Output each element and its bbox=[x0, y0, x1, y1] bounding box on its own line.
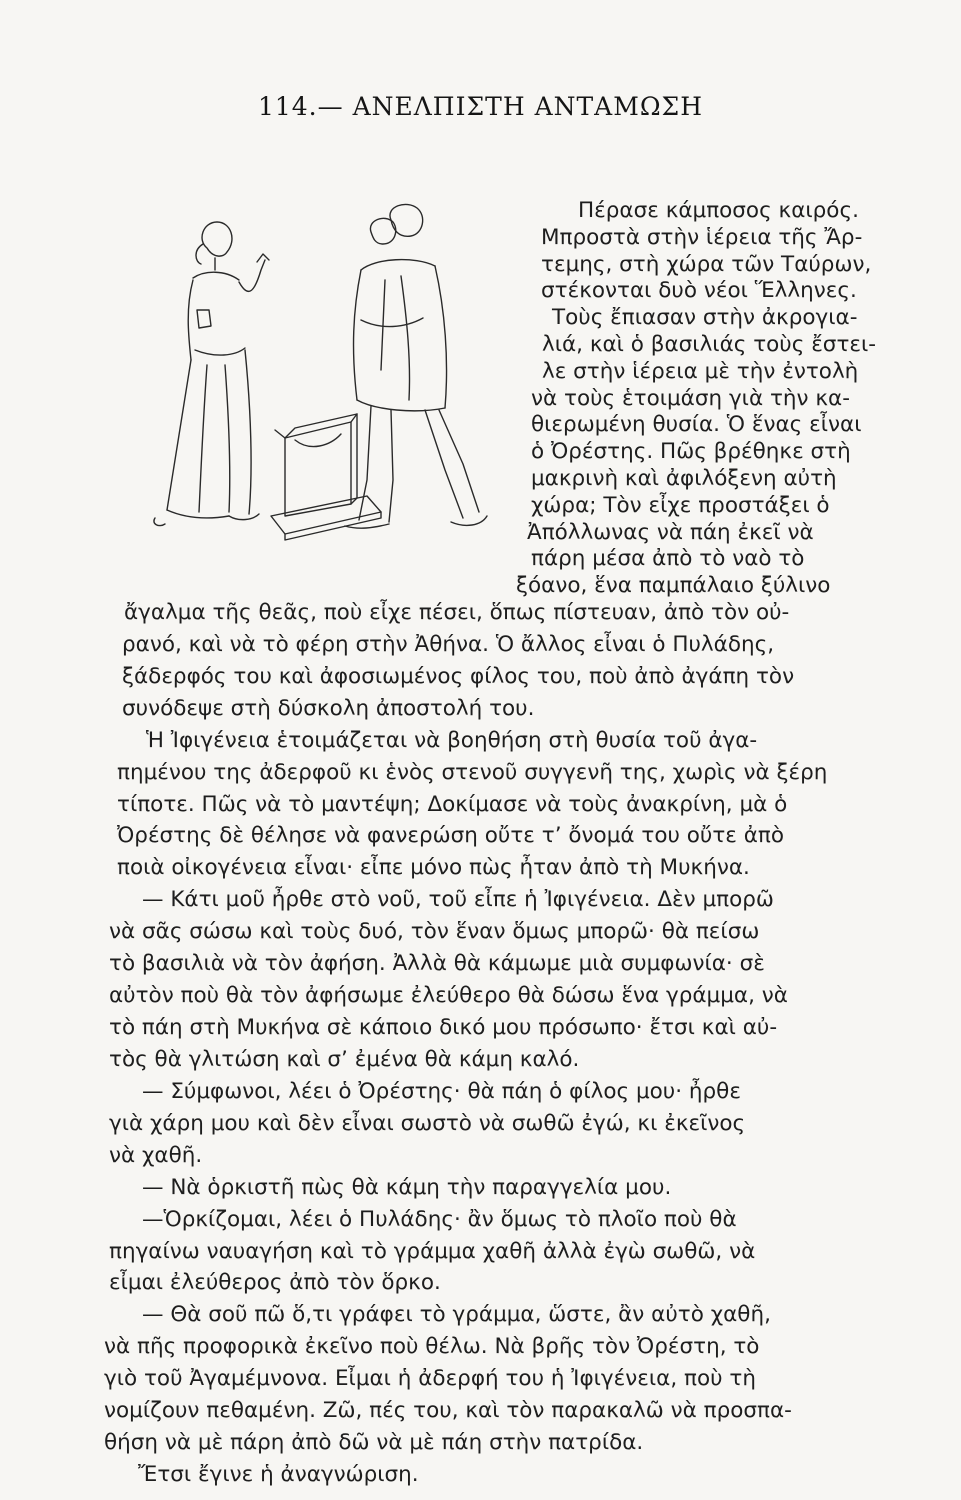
text-line: νὰ τοὺς ἑτοιμάση γιὰ τὴν κα- bbox=[531, 386, 850, 411]
text-line: γιὰ χάρη μου καὶ δὲν εἶναι σωστὸ νὰ σωθῶ ἐγώ, κι ἐκεῖνος bbox=[109, 1111, 746, 1136]
text-line: τίποτε. Πῶς νὰ τὸ μαντέψη; Δοκίμασε νὰ τοὺς ἀνακρίνη, μὰ ὁ bbox=[117, 792, 788, 817]
text-line: τὸς θὰ γλιτώση καὶ σ’ ἐμένα θὰ κάμη καλό. bbox=[109, 1047, 580, 1072]
altar bbox=[271, 414, 381, 540]
text-line: Πέρασε κάμποσος καιρός. bbox=[578, 198, 859, 223]
text-line: ὁ Ὀρέστης. Πῶς βρέθηκε στὴ bbox=[531, 439, 851, 464]
text-line: χώρα; Τὸν εἶχε προστάξει ὁ bbox=[531, 493, 830, 518]
text-line: νομίζουν πεθαμένη. Ζῶ, πές του, καὶ τὸν παρακαλῶ νὰ προσπα- bbox=[104, 1398, 792, 1423]
text-line: θήση νὰ μὲ πάρη ἀπὸ δῶ νὰ μὲ πάη στὴν πατρίδα. bbox=[104, 1430, 644, 1455]
text-line: — Σύμφωνοι, λέει ὁ Ὀρέστης· θὰ πάη ὁ φίλος μου· ἦρθε bbox=[142, 1079, 741, 1104]
text-line: — Νὰ ὁρκιστῆ πὼς θὰ κάμη τὴν παραγγελία μου. bbox=[142, 1175, 672, 1200]
text-line: — Κάτι μοῦ ἦρθε στὸ νοῦ, τοῦ εἶπε ἡ Ἰφιγένεια. Δὲν μπορῶ bbox=[142, 887, 774, 912]
text-line: αὐτὸν ποὺ θὰ τὸν ἀφήσωμε ἐλεύθερο θὰ δώσω ἕνα γράμμα, νὰ bbox=[109, 983, 788, 1008]
illustration bbox=[145, 200, 490, 560]
text-line: εἶμαι ἐλεύθερος ἀπὸ τὸν ὅρκο. bbox=[109, 1270, 441, 1295]
text-line: Ἡ Ἰφιγένεια ἑτοιμάζεται νὰ βοηθήση στὴ θυσία τοῦ ἀγα- bbox=[146, 728, 758, 753]
text-line: λιά, καὶ ὁ βασιλιάς τοὺς ἔστει- bbox=[542, 332, 877, 357]
text-line: ξάδερφός του καὶ ἀφοσιωμένος φίλος του, ποὺ ἀπὸ ἀγάπη τὸν bbox=[122, 664, 795, 689]
text-line: —Ὁρκίζομαι, λέει ὁ Πυλάδης· ἂν ὅμως τὸ πλοῖο ποὺ θὰ bbox=[142, 1207, 737, 1232]
priestess-figure bbox=[154, 222, 269, 526]
text-line: Τοὺς ἔπιασαν στὴν ἀκρογια- bbox=[552, 305, 858, 330]
text-line: νὰ σᾶς σώσω καὶ τοὺς δυό, τὸν ἕναν ὅμως μπορῶ· θὰ πείσω bbox=[109, 919, 760, 944]
text-line: νὰ πῆς προφορικὰ ἐκεῖνο ποὺ θέλω. Νὰ βρῆς τὸν Ὀρέστη, τὸ bbox=[104, 1334, 760, 1359]
text-line: Μπροστὰ στὴν ἱέρεια τῆς Ἄρ- bbox=[541, 225, 863, 250]
text-line: λε στὴν ἱέρεια μὲ τὴν ἐντολὴ bbox=[542, 359, 859, 384]
text-line: Ἀπόλλωνας νὰ πάη ἐκεῖ νὰ bbox=[527, 520, 814, 545]
text-line: ποιὰ οἰκογένεια εἶναι· εἶπε μόνο πὼς ἦταν ἀπὸ τὴ Μυκήνα. bbox=[117, 855, 750, 880]
text-line: ρανό, καὶ νὰ τὸ φέρη στὴν Ἀθήνα. Ὁ ἄλλος εἶναι ὁ Πυλάδης, bbox=[122, 632, 775, 657]
text-line: πημένου της ἀδερφοῦ κι ἑνὸς στενοῦ συγγενῆ της, χωρὶς νὰ ξέρη bbox=[117, 760, 828, 785]
text-line: ἄγαλμα τῆς θεᾶς, ποὺ εἶχε πέσει, ὅπως πίστευαν, ἀπὸ τὸν οὐ- bbox=[124, 600, 790, 625]
text-line: τὸ βασιλιὰ νὰ τὸν ἀφήση. Ἀλλὰ θὰ κάμωμε μιὰ συμφωνία· σὲ bbox=[109, 951, 765, 976]
chapter-title: 114.— ΑΝΕΛΠΙΣΤΗ ΑΝΤΑΜΩΣΗ bbox=[257, 92, 704, 121]
text-line: πηγαίνω ναυαγήση καὶ τὸ γράμμα χαθῆ ἀλλὰ ἐγὼ σωθῶ, νὰ bbox=[109, 1239, 756, 1264]
text-line: συνόδεψε στὴ δύσκολη ἀποστολή του. bbox=[122, 696, 535, 721]
text-line: τὸ πάη στὴ Μυκήνα σὲ κάποιο δικό μου πρόσωπο· ἔτσι καὶ αὐ- bbox=[109, 1015, 778, 1040]
text-line: πάρη μέσα ἀπὸ τὸ ναὸ τὸ bbox=[531, 546, 805, 571]
text-line: νὰ χαθῆ. bbox=[109, 1143, 203, 1168]
text-line: γιὸ τοῦ Ἀγαμέμνονα. Εἶμαι ἡ ἀδερφή του ἡ Ἰφιγένεια, ποὺ τὴ bbox=[104, 1366, 756, 1391]
young-men-figures bbox=[345, 204, 487, 528]
text-line: — Θὰ σοῦ πῶ ὅ,τι γράφει τὸ γράμμα, ὥστε, ἂν αὐτὸ χαθῆ, bbox=[142, 1302, 771, 1327]
text-line: ξόανο, ἕνα παμπάλαιο ξύλινο bbox=[516, 573, 831, 598]
text-line: Ἔτσι ἔγινε ἡ ἀναγνώριση. bbox=[138, 1462, 419, 1487]
text-line: θιερωμένη θυσία. Ὁ ἕνας εἶναι bbox=[531, 412, 862, 437]
text-line: Ὀρέστης δὲ θέλησε νὰ φανερώση οὔτε τ’ ὄνομά του οὔτε ἀπὸ bbox=[117, 823, 785, 848]
text-line: μακρινὴ καὶ ἀφιλόξενη αὐτὴ bbox=[531, 466, 837, 491]
text-line: στέκονται δυὸ νέοι Ἕλληνες. bbox=[541, 278, 857, 303]
text-line: τεμης, στὴ χώρα τῶν Ταύρων, bbox=[541, 252, 872, 277]
